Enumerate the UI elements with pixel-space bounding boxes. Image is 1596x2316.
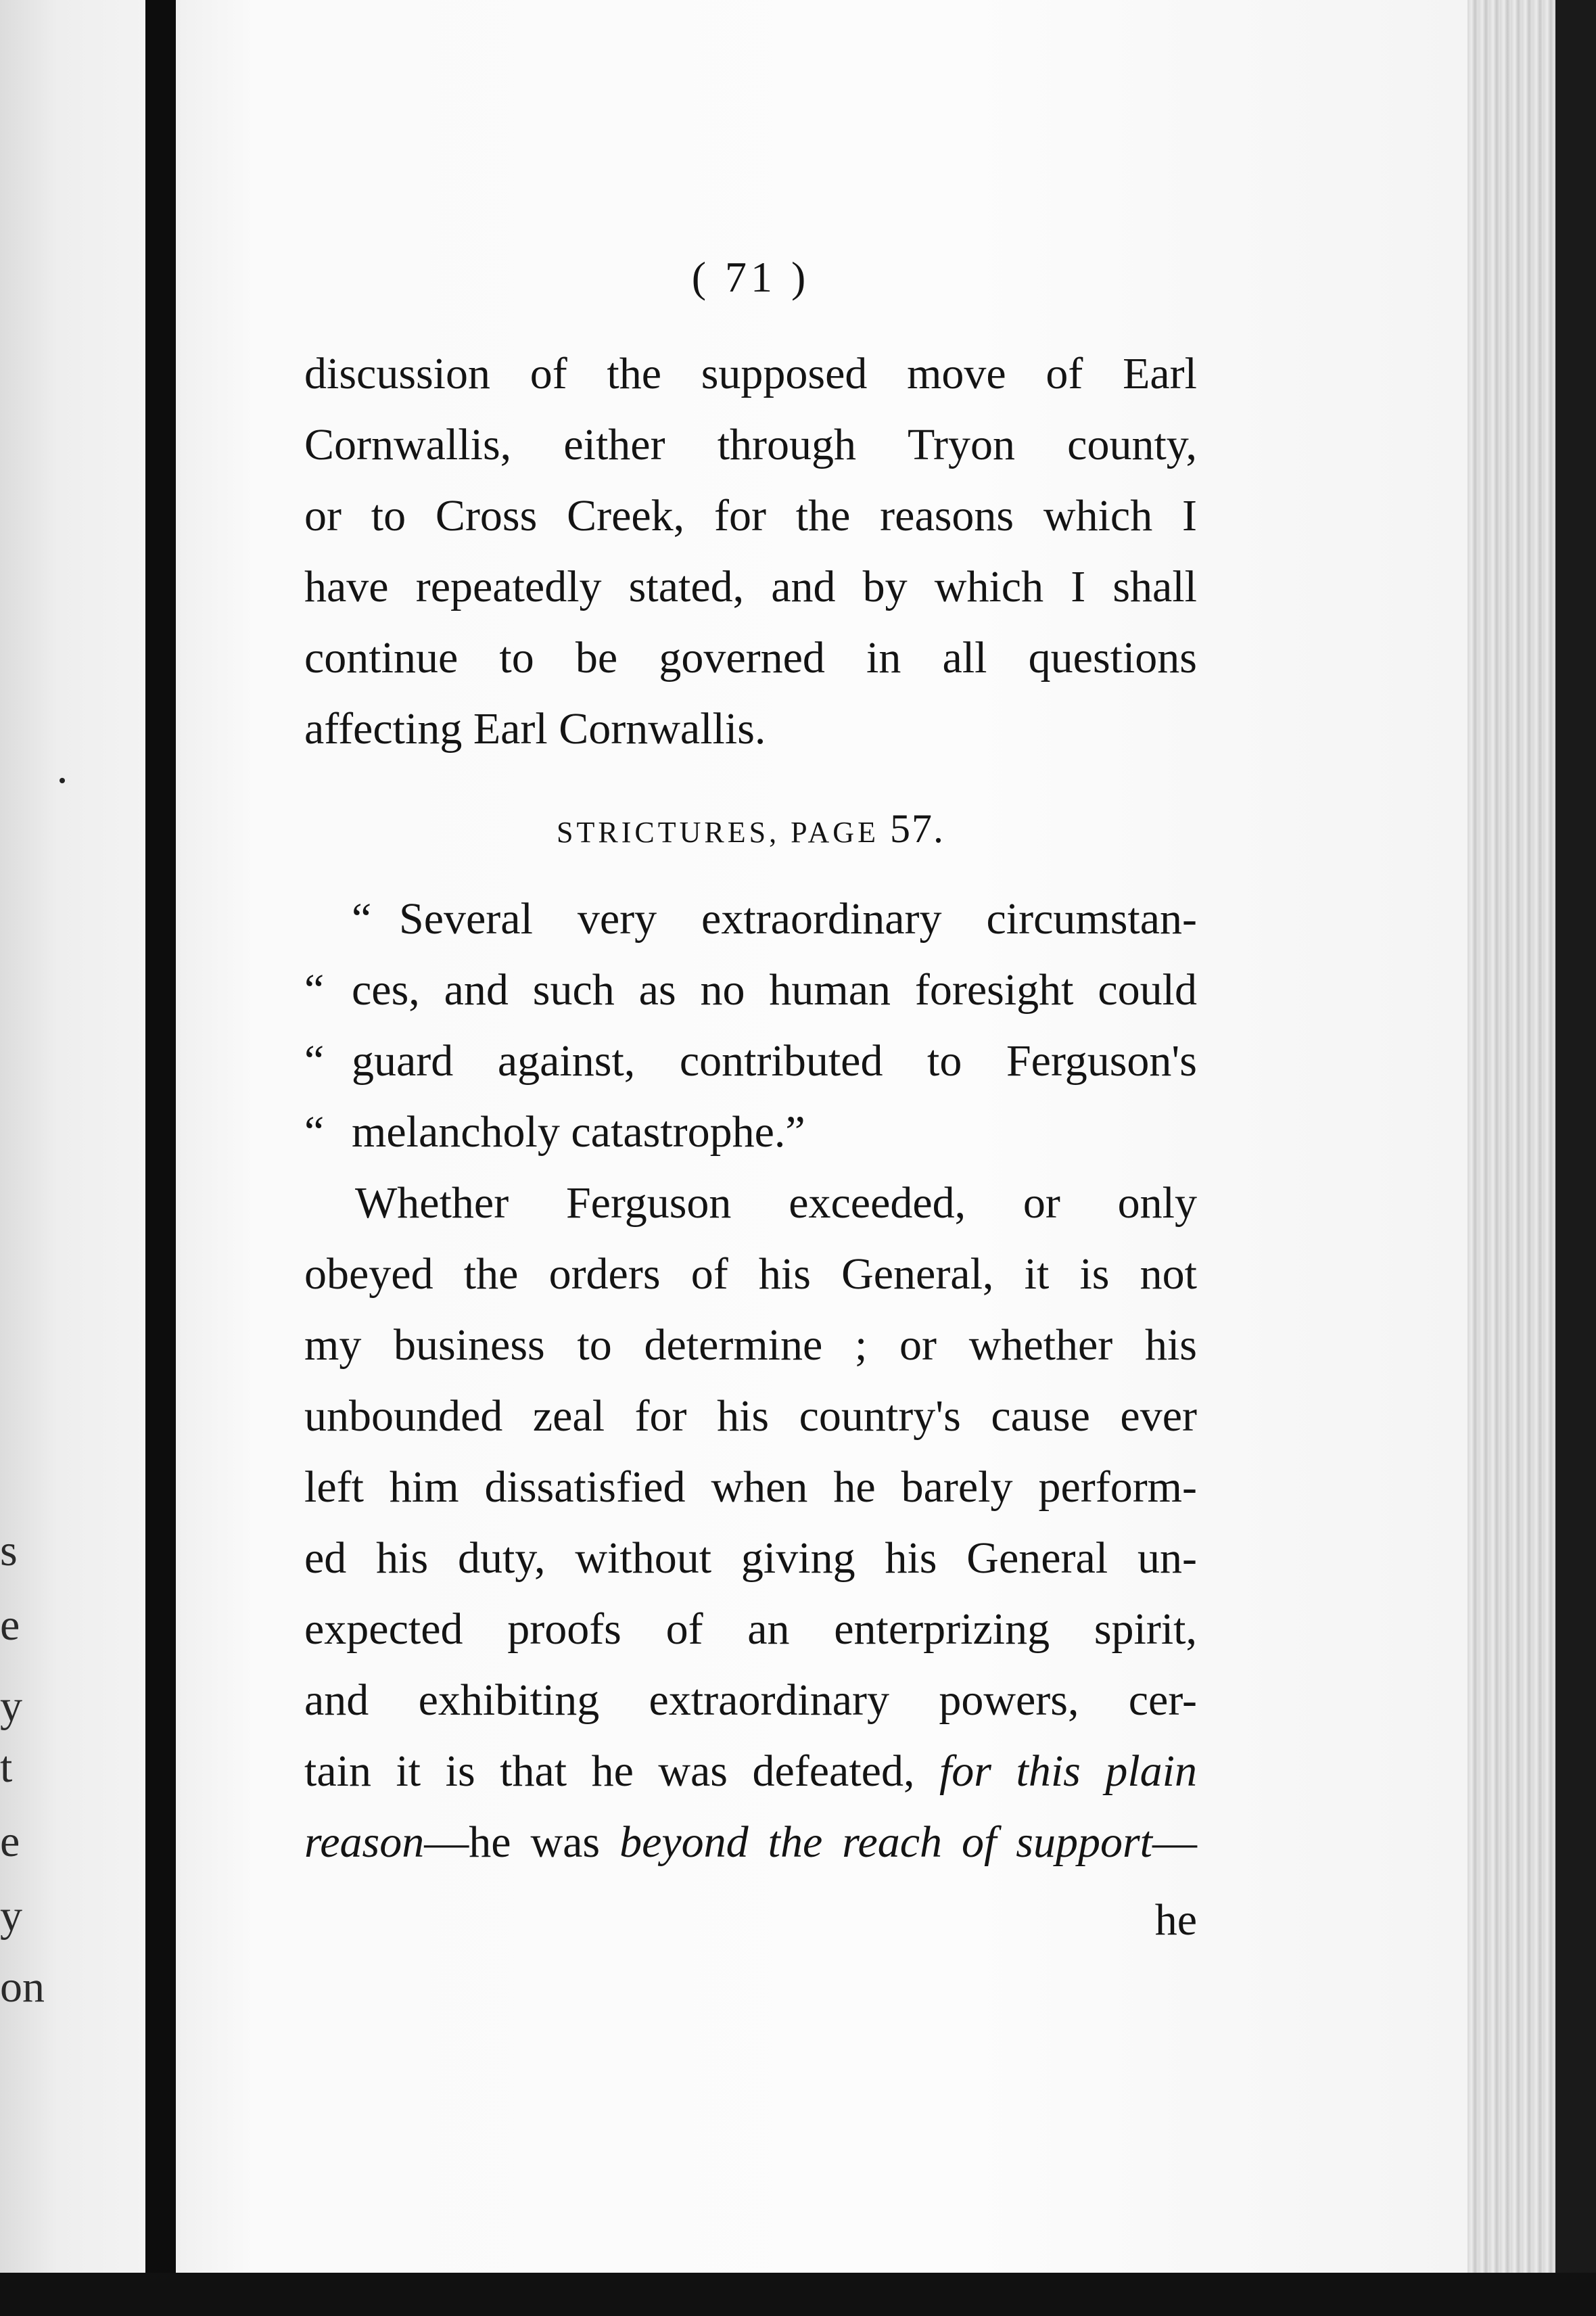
catchword: he [1154,1895,1197,1945]
quote-mark: “ [352,894,372,944]
left-page-bleed-text: on [0,1962,45,2012]
left-page-bleed-text: y [0,1891,22,1941]
left-page-bleed-text: s [0,1526,18,1575]
left-page-bleed-text: e [0,1600,20,1650]
text-line: left him dissatisfied when he barely perform- [304,1462,1197,1512]
text-line: discussion of the supposed move of Earl [304,349,1197,398]
text-line: expected proofs of an enterprizing spirit, [304,1604,1197,1654]
text-line: my business to determine ; or whether his [304,1320,1197,1370]
bottom-shadow [0,2273,1596,2316]
text-line: Whether Ferguson exceeded, or only [355,1178,1197,1228]
quote-text: guard against, contributed to Ferguson's [352,1036,1197,1086]
page-number: ( 71 ) [691,253,810,301]
text-span: — [1152,1817,1197,1867]
ink-speck [60,778,65,783]
left-page-bleed-text: t [0,1742,13,1792]
text-line [304,1736,1197,1807]
text-line: ed his duty, without giving his General un- [304,1533,1197,1583]
section-heading [304,798,1197,863]
quote-mark: “ [304,965,325,1015]
left-page-bleed-text: y [0,1682,22,1731]
quote-line [304,883,1197,954]
text-line: Cornwallis, either through Tryon county, [304,420,1197,469]
italic-span: beyond the reach of support [619,1817,1152,1867]
text-line: and exhibiting extraordinary powers, cer- [304,1675,1197,1725]
text-line [304,1807,1197,1878]
quote-text: melancholy catastrophe.” [352,1107,805,1157]
italic-span: for this plain [939,1746,1197,1796]
page-text [304,244,1197,1955]
left-page [0,0,145,2316]
quote-text: ces, and such as no human foresight could [352,965,1197,1015]
text-span: —he was [424,1817,620,1867]
quote-text: Several very extraordinary circumstan- [399,894,1197,944]
quote-line [304,954,1197,1025]
quote-mark: “ [304,1107,325,1157]
quote-line [304,1096,1197,1167]
quotation [304,883,1197,1167]
paragraph-2 [304,1167,1197,1878]
quote-line [304,1025,1197,1096]
text-span: tain it is that he was defeated, [304,1746,939,1796]
heading-label: STRICTURES, PAGE [557,816,879,849]
text-line: have repeatedly stated, and by which I shall [304,562,1197,611]
italic-span: reason [304,1817,425,1867]
left-page-bleed-text: e [0,1817,20,1866]
quote-mark: “ [304,1036,325,1086]
book-gutter [145,0,176,2316]
heading-page-number: 57. [889,806,945,851]
text-line: or to Cross Creek, for the reasons which I [304,491,1197,540]
text-line: obeyed the orders of his General, it is not [304,1249,1197,1299]
text-line: continue to be governed in all questions [304,633,1197,682]
text-line: unbounded zeal for his country's cause ever [304,1391,1197,1441]
paragraph-1 [304,338,1197,764]
page-edge-shadow [1555,0,1596,2316]
text-line: affecting Earl Cornwallis. [304,704,766,754]
